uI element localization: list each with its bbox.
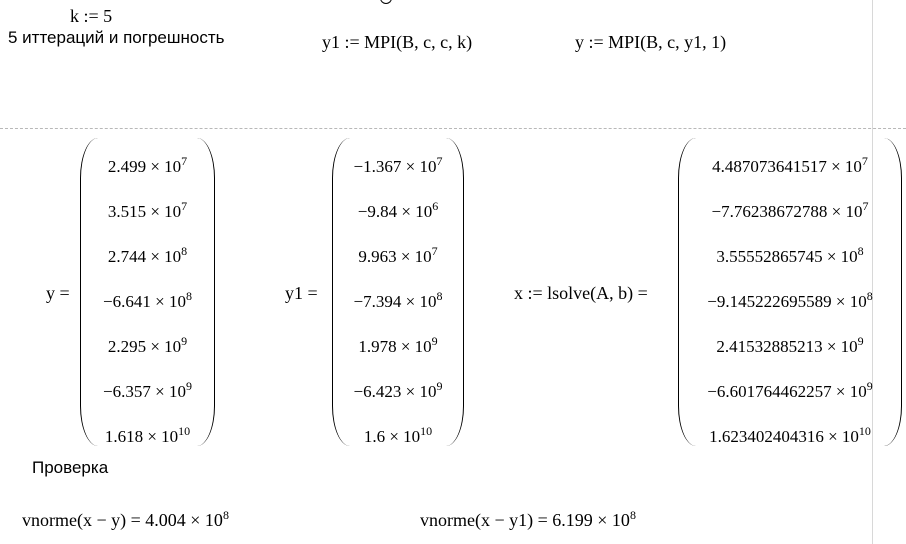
y1-result-matrix[interactable] (332, 138, 464, 446)
matrix-cell: $3.55552865745 \times 10^8$ (716, 244, 864, 266)
check-title[interactable]: Проверка (32, 458, 109, 477)
matrix-cell: $-7.76238672788 \times 10^7$ (711, 199, 869, 221)
matrix-cell: $3.515 \times 10^7$ (107, 199, 188, 221)
y-result-matrix[interactable] (80, 138, 215, 446)
y1-definition[interactable]: y1 := MPI(B, c, c, k) (322, 32, 473, 52)
matrix-cell: $2.499 \times 10^7$ (107, 154, 188, 176)
matrix-cell: $2.295 \times 10^9$ (107, 334, 188, 356)
x-result-matrix[interactable] (678, 138, 902, 446)
matrix-cell: $-6.641 \times 10^8$ (103, 289, 192, 311)
matrix-cell: $1.6 \times 10^{10}$ (363, 424, 433, 446)
description-text[interactable]: 5 иттераций и погрешность (8, 28, 225, 47)
k-definition[interactable]: k := 5 (70, 6, 113, 26)
matrix-cell: $4.487073641517 \times 10^7$ (712, 154, 868, 176)
matrix-cell: $2.744 \times 10^8$ (107, 244, 188, 266)
vnorme-x-y1-result[interactable]: vnorme(x − $y1) = 6.199 \times 10^8$ (420, 508, 636, 530)
partial-expression-mark (380, 0, 392, 4)
matrix-cell: $-6.357 \times 10^9$ (103, 379, 192, 401)
page-break-line (0, 128, 906, 129)
matrix-cell: $-9.145222695589 \times 10^8$ (707, 289, 873, 311)
y-result-label[interactable]: y = (46, 283, 70, 303)
matrix-cell: $-7.394 \times 10^8$ (353, 289, 443, 311)
matrix-cell: $-6.601764462257 \times 10^9$ (707, 379, 873, 401)
matrix-cell: $2.41532885213 \times 10^9$ (716, 334, 864, 356)
matrix-cell: $-6.423 \times 10^9$ (353, 379, 443, 401)
matrix-cell: $1.618 \times 10^{10}$ (104, 424, 191, 446)
y1-result-label[interactable]: y1 = (285, 283, 318, 303)
matrix-cell: $-1.367 \times 10^7$ (353, 154, 443, 176)
matrix-cell: $1.978 \times 10^9$ (358, 334, 438, 356)
y-definition[interactable]: y := MPI(B, c, y1, 1) (575, 32, 727, 52)
matrix-cell: $9.963 \times 10^7$ (358, 244, 438, 266)
vnorme-x-y-result[interactable]: vnorme(x − $y) = 4.004 \times 10^8$ (22, 508, 229, 530)
x-lsolve-label[interactable]: x := lsolve(A, b) = (514, 283, 648, 303)
matrix-cell: $-9.84 \times 10^6$ (357, 199, 439, 221)
matrix-cell: $1.623402404316 \times 10^{10}$ (709, 424, 871, 446)
